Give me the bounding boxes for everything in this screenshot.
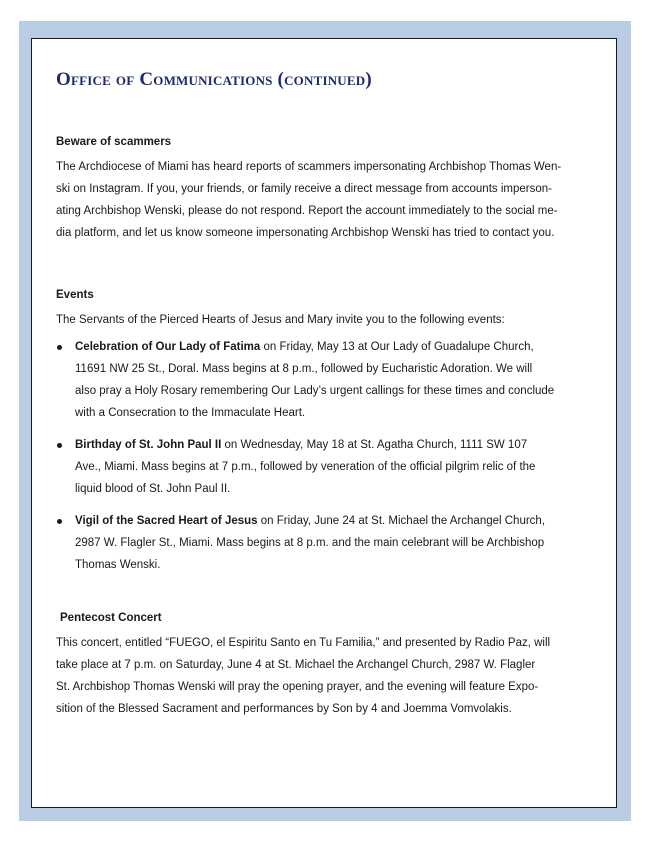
concert-section <box>56 612 596 720</box>
event-detail: 11691 NW 25 St., Doral. Mass begins at 8 p.m., followed by Eucharistic Adoration. We will <box>75 363 533 375</box>
scammers-line: dia platform, and let us know someone impersonating Archbishop Wenski has tried to contact you. <box>56 227 555 239</box>
event-item <box>56 434 596 500</box>
concert-line: sition of the Blessed Sacrament and performances by Son by 4 and Joemma Vomvolakis. <box>56 703 512 715</box>
event-detail: on Friday, June 24 at St. Michael the Archangel Church, <box>257 515 546 527</box>
scammers-line: ski on Instagram. If you, your friends, or family receive a direct message from accounts imperson- <box>56 183 552 195</box>
scammers-heading: Beware of scammers <box>56 136 172 148</box>
event-detail: 2987 W. Flagler St., Miami. Mass begins at 8 p.m. and the main celebrant will be Archbishop <box>75 537 545 549</box>
concert-line: take place at 7 p.m. on Saturday, June 4 at St. Michael the Archangel Church, 2987 W. Flagler <box>56 659 536 671</box>
event-title: Celebration of Our Lady of Fatima <box>75 341 261 353</box>
document-page <box>31 38 617 808</box>
event-detail: Ave., Miami. Mass begins at 7 p.m., followed by veneration of the official pilgrim relic of the <box>75 461 536 473</box>
event-item <box>56 510 596 576</box>
scammers-line: ating Archbishop Wenski, please do not respond. Report the account immediately to the social me- <box>56 205 558 217</box>
events-heading: Events <box>56 289 94 301</box>
events-section <box>56 289 596 576</box>
page-title: Office of Communications (continued) <box>56 69 372 90</box>
event-detail: on Wednesday, May 18 at St. Agatha Church, 1111 SW 107 <box>221 439 528 451</box>
scammers-section <box>56 136 596 244</box>
event-detail: liquid blood of St. John Paul II. <box>75 483 231 495</box>
bullet-icon <box>57 443 62 448</box>
events-list <box>56 336 596 576</box>
concert-line: This concert, entitled “FUEGO, el Espiritu Santo en Tu Familia,” and presented by Radio Paz, will <box>56 637 551 649</box>
event-detail: with a Consecration to the Immaculate Heart. <box>75 407 306 419</box>
event-detail: on Friday, May 13 at Our Lady of Guadalupe Church, <box>260 341 534 353</box>
scammers-line: The Archdiocese of Miami has heard reports of scammers impersonating Archbishop Thomas Wen- <box>56 161 562 173</box>
bullet-icon <box>57 519 62 524</box>
page-content <box>56 69 596 720</box>
event-detail: also pray a Holy Rosary remembering Our Lady’s urgent callings for these times and conclude <box>75 385 555 397</box>
events-intro: The Servants of the Pierced Hearts of Jesus and Mary invite you to the following events: <box>56 314 505 326</box>
event-detail: Thomas Wenski. <box>75 559 161 571</box>
event-title: Vigil of the Sacred Heart of Jesus <box>75 515 258 527</box>
event-title: Birthday of St. John Paul II <box>75 439 222 451</box>
concert-heading: Pentecost Concert <box>60 612 162 624</box>
event-item <box>56 336 596 424</box>
concert-line: St. Archbishop Thomas Wenski will pray the opening prayer, and the evening will feature Expo- <box>56 681 539 693</box>
bullet-icon <box>57 345 62 350</box>
